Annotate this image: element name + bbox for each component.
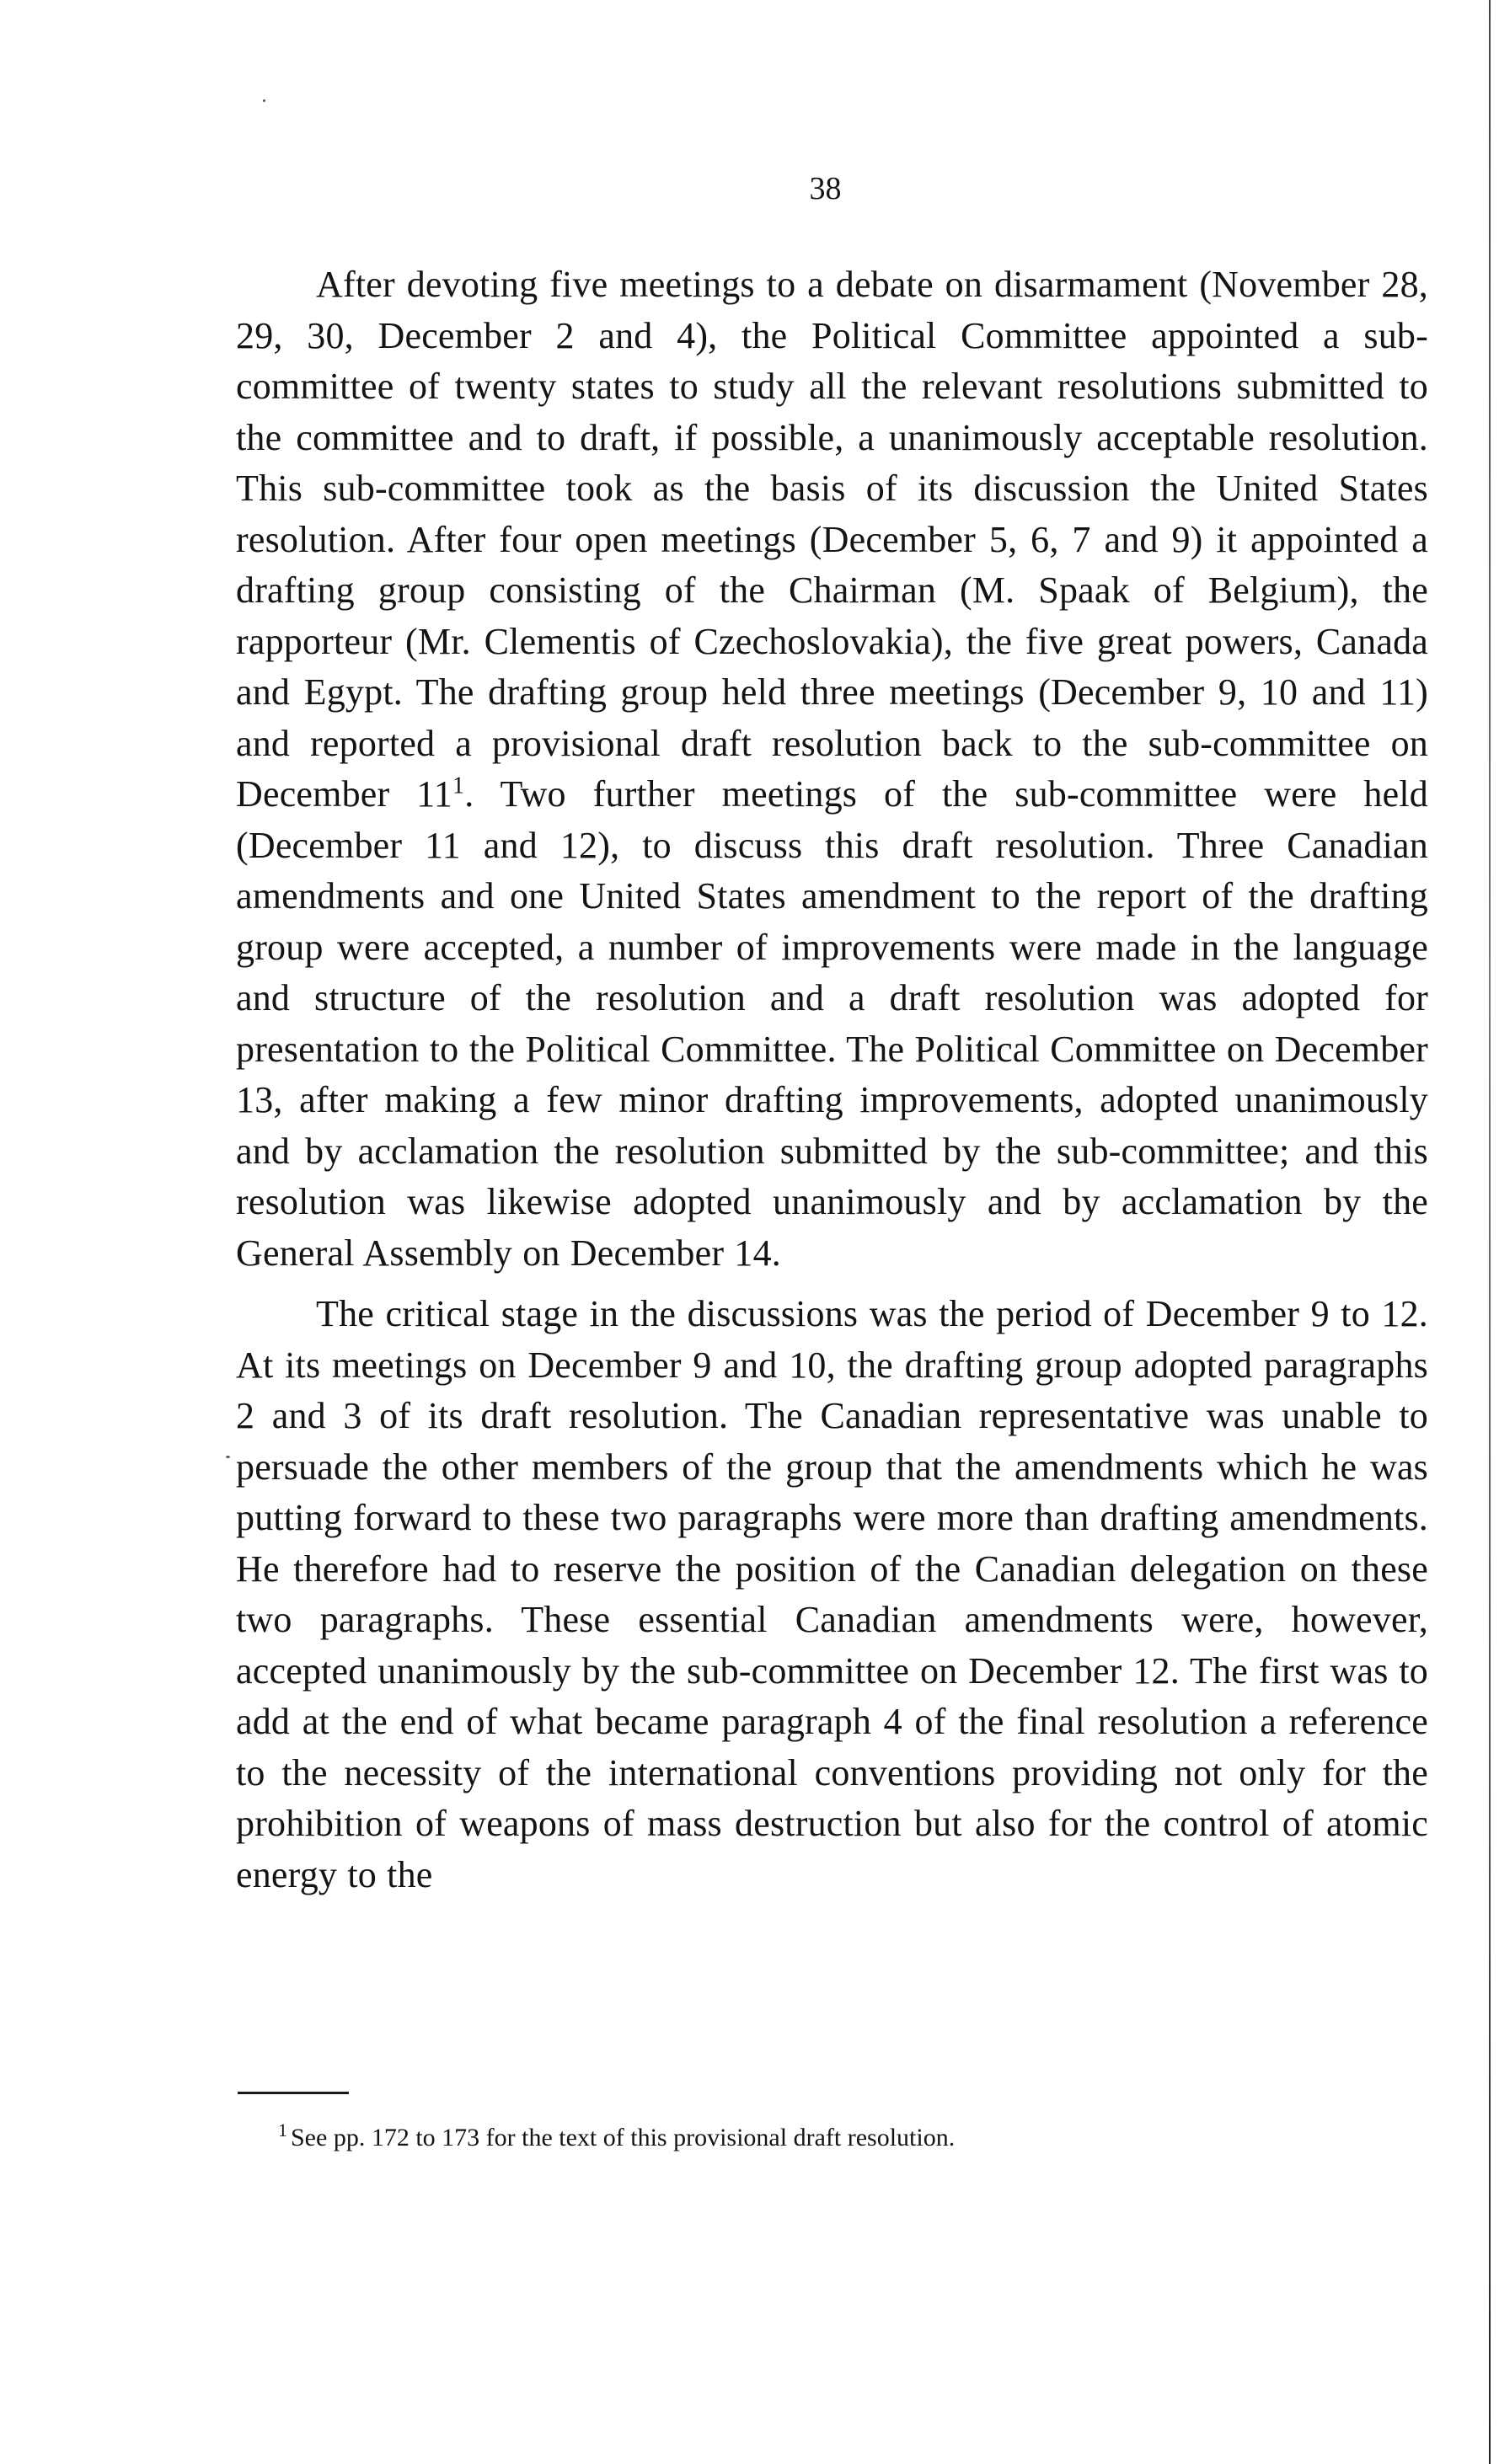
scan-edge-line — [1489, 0, 1491, 2464]
paragraph-2: The critical stage in the discussions was the period of December 9 to 12. At its meetings on December 9 and 10, the drafting group adopted paragraphs 2 and 3 of its draft resolution. The Canadian representative was unable to persuade the other members of the group that the amendments which he was putting forward to these two paragraphs were more than drafting amendments. He therefore had to reserve the position of the Canadian delegation on these two paragraphs. These essential Canadian amendments were, however, accepted unanimously by the sub-committee on December 12. The first was to add at the end of what became paragraph 4 of the final resolution a reference to the necessity of the international conventions providing not only for the prohibition of weapons of mass destruction but also for the control of atomic energy to the — [236, 1293, 1428, 1895]
footnote — [278, 2121, 1424, 2155]
footnote-reference: 1 — [452, 772, 465, 799]
body-text — [236, 259, 1428, 1900]
scan-speck — [263, 99, 265, 102]
footnote-mark: 1 — [278, 2119, 287, 2141]
footnote-text: See pp. 172 to 173 for the text of this provisional draft resolution. — [291, 2124, 956, 2151]
page-number: 38 — [809, 171, 842, 206]
paragraph-1-text: After devoting five meetings to a debate on disarmament (November 28, 29, 30, December 2 and 4), the Political Committee appointed a sub-committee of twenty states to study all the relevant resolutions submitted to the committee and to draft, if possible, a unanimously acceptable resolution. This sub-committee took as the basis of its discussion the United States resolution. After four open meetings (December 5, 6, 7 and 9) it appointed a drafting group consisting of the Chairman (M. Spaak of Belgium), the rapporteur (Mr. Clementis of Czechoslovakia), the five great powers, Canada and Egypt. The drafting group held three meetings (December 9, 10 and 11) and reported a provisional draft resolution back to the sub-committee on December 11 — [236, 264, 1428, 815]
footnote-divider — [238, 2092, 349, 2094]
paragraph-1-text-continued: . Two further meetings of the sub-committee were held (December 11 and 12), to discuss this draft resolution. Three Canadian amendments and one United States amendment to the report of the drafting group were accepted, a number of improvements were made in the language and structure of the resolution and a draft resolution was adopted for presentation to the Political Committee. The Political Committee on December 13, after making a few minor drafting improvements, adopted unanimously and by acclamation the resolution submitted by the sub-committee; and this resolution was likewise adopted unanimously and by acclamation by the General Assembly on December 14. — [236, 773, 1428, 1274]
scan-speck — [226, 1456, 230, 1458]
paragraph-1 — [236, 259, 1428, 1279]
